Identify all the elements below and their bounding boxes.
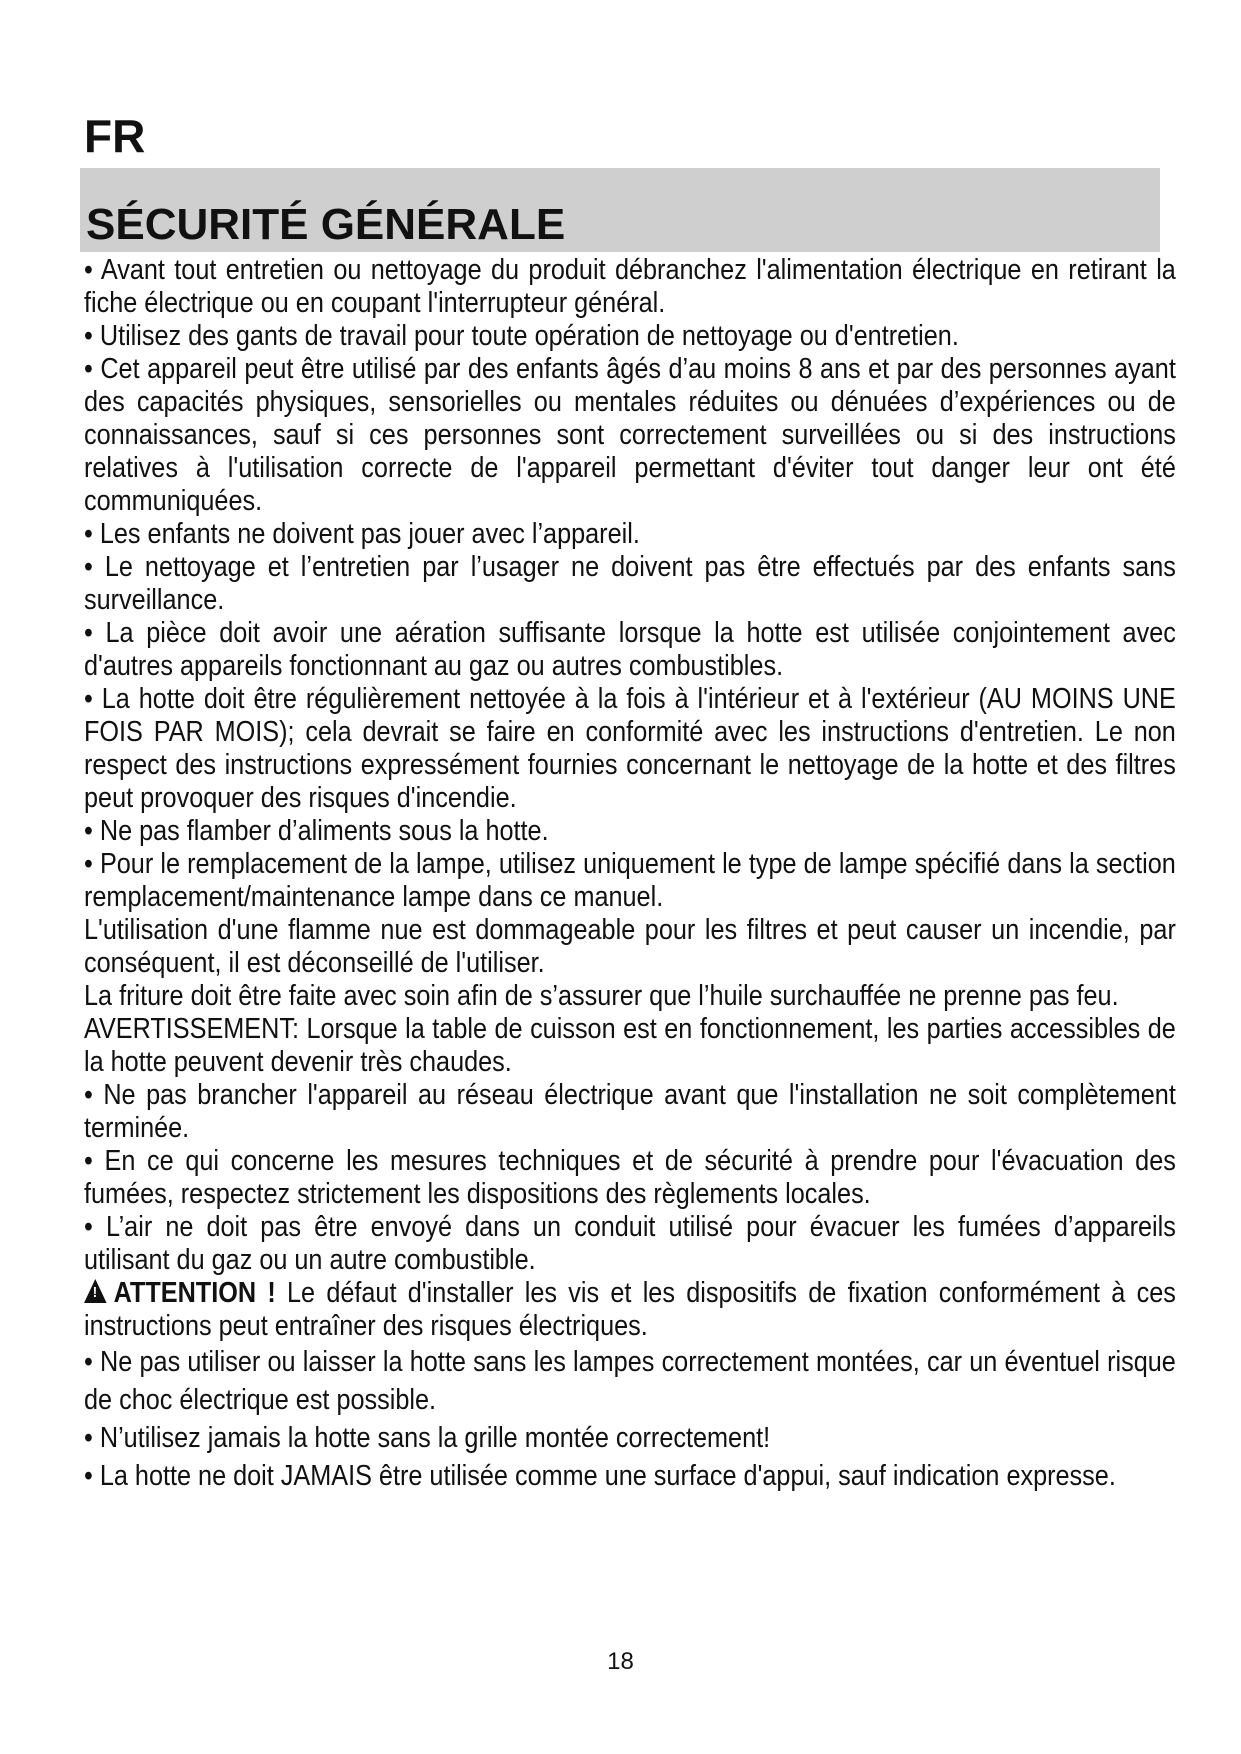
- attention-paragraph: [84, 1277, 1176, 1343]
- language-code: FR: [84, 110, 146, 162]
- instruction-paragraph: • Ne pas utiliser ou laisser la hotte sans les lampes correctement montées, car un éventuel risque de choc électrique est possible.: [84, 1346, 1176, 1416]
- instruction-paragraph: • Avant tout entretien ou nettoyage du produit débranchez l'alimentation électrique en retirant la fiche électrique ou en coupant l'interrupteur général.: [84, 254, 1176, 319]
- instruction-paragraph: • La hotte doit être régulièrement nettoyée à la fois à l'intérieur et à l'extérieur (AU MOINS UNE FOIS PAR MOIS); cela devrait se faire en conformité avec les instructions d'entretien. Le non respect des instructions expressément fournies concernant le nettoyage de la hotte et des filtres peut provoquer des risques d'incendie.: [84, 683, 1176, 814]
- warning-paragraph: AVERTISSEMENT: Lorsque la table de cuisson est en fonctionnement, les parties accessibles de la hotte peuvent devenir très chaudes.: [84, 1013, 1176, 1078]
- instruction-paragraph: • N’utilisez jamais la hotte sans la grille montée correctement!: [84, 1422, 771, 1454]
- instruction-paragraph: • L’air ne doit pas être envoyé dans un conduit utilisé pour évacuer les fumées d’appareils utilisant du gaz ou un autre combustible.: [84, 1211, 1176, 1276]
- instruction-paragraph: • En ce qui concerne les mesures techniques et de sécurité à prendre pour l'évacuation des fumées, respectez strictement les dispositions des règlements locales.: [84, 1145, 1176, 1210]
- attention-text: Le défaut d'installer les vis et les dispositifs de fixation conformément à ces instructions peut entraîner des risques électriques.: [84, 1277, 1176, 1342]
- safety-instructions: [84, 254, 1176, 1495]
- section-title-bar: [80, 168, 1160, 252]
- instruction-paragraph: La friture doit être faite avec soin afin de s’assurer que l’huile surchauffée ne prenne pas feu.: [84, 980, 1119, 1012]
- instruction-paragraph: • Utilisez des gants de travail pour toute opération de nettoyage ou d'entretien.: [84, 320, 959, 352]
- attention-label: ATTENTION !: [113, 1277, 276, 1309]
- instruction-paragraph: • Cet appareil peut être utilisé par des enfants âgés d’au moins 8 ans et par des personnes ayant des capacités physiques, sensorielles ou mentales réduites ou dénuées d’expériences ou de connaissances, sauf si ces personnes sont correctement surveillées ou si des instructions relatives à l'utilisation correcte de l'appareil permettant d'éviter tout danger leur ont été communiquées.: [84, 353, 1176, 517]
- instruction-paragraph: • Ne pas brancher l'appareil au réseau électrique avant que l'installation ne soit complètement terminée.: [84, 1079, 1176, 1144]
- page-number: 18: [607, 1648, 634, 1675]
- instruction-paragraph: • La pièce doit avoir une aération suffisante lorsque la hotte est utilisée conjointement avec d'autres appareils fonctionnant au gaz ou autres combustibles.: [84, 617, 1176, 682]
- instruction-paragraph: L'utilisation d'une flamme nue est dommageable pour les filtres et peut causer un incendie, par conséquent, il est déconseillé de l'utiliser.: [84, 914, 1176, 979]
- section-title: SÉCURITÉ GÉNÉRALE: [86, 200, 566, 249]
- instruction-paragraph: • Les enfants ne doivent pas jouer avec l’appareil.: [84, 518, 640, 550]
- instruction-paragraph: • Ne pas flamber d’aliments sous la hotte.: [84, 815, 549, 847]
- instruction-paragraph: • La hotte ne doit JAMAIS être utilisée comme une surface d'appui, sauf indication expresse.: [84, 1460, 1116, 1492]
- instruction-paragraph: • Pour le remplacement de la lampe, utilisez uniquement le type de lampe spécifié dans la section remplacement/maintenance lampe dans ce manuel.: [84, 848, 1176, 913]
- instruction-paragraph: • Le nettoyage et l’entretien par l’usager ne doivent pas être effectués par des enfants sans surveillance.: [84, 551, 1176, 616]
- warning-triangle-icon: [84, 1279, 107, 1303]
